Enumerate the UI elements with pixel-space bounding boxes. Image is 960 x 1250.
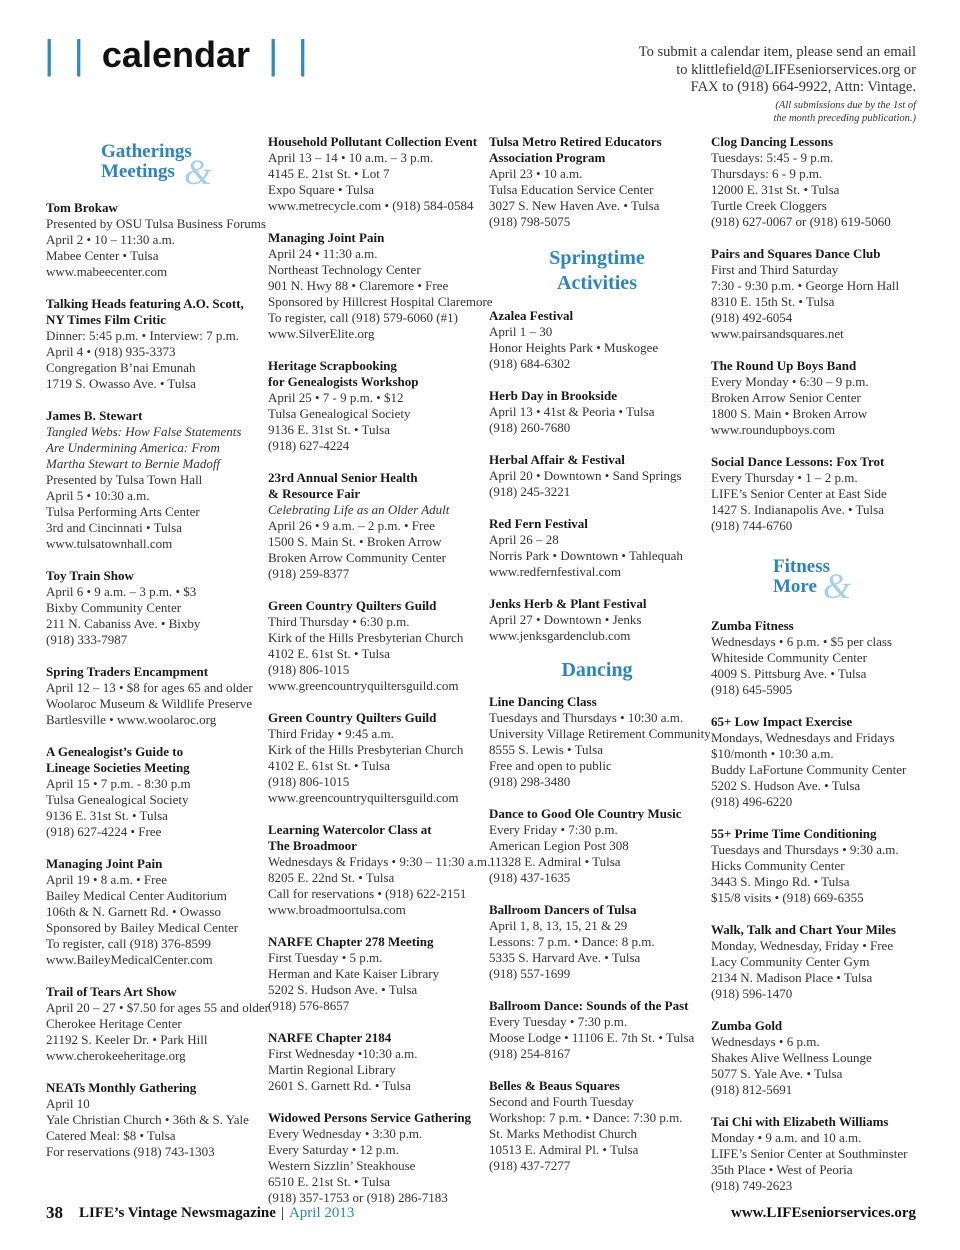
calendar-event xyxy=(46,856,262,968)
magazine-name: LIFE’s Vintage Newsmagazine xyxy=(79,1204,276,1221)
event-detail: April 4 • (918) 935-3373 xyxy=(46,344,176,359)
event-detail: 1427 S. Indianapolis Ave. • Tulsa xyxy=(711,502,884,517)
event-detail: Herman and Kate Kaiser Library xyxy=(268,966,440,981)
event-detail: For reservations (918) 743-1303 xyxy=(46,1144,215,1159)
calendar-event xyxy=(489,596,705,644)
event-title: Azalea Festival xyxy=(489,308,574,323)
event-detail: Third Thursday • 6:30 p.m. xyxy=(268,614,410,629)
event-detail: Wednesdays • 6 p.m. • $5 per class xyxy=(711,634,892,649)
event-detail: (918) 437-7277 xyxy=(489,1158,571,1173)
event-detail: April 23 • 10 a.m. xyxy=(489,166,583,181)
calendar-event xyxy=(489,694,711,790)
calendar-event xyxy=(711,618,927,698)
event-detail: www.BaileyMedicalCenter.com xyxy=(46,952,213,967)
event-detail: (918) 576-8657 xyxy=(268,998,350,1013)
calendar-event xyxy=(46,744,262,840)
event-detail: Every Tuesday • 7:30 p.m. xyxy=(489,1014,628,1029)
event-detail: Hicks Community Center xyxy=(711,858,845,873)
event-detail: Honor Heights Park • Muskogee xyxy=(489,340,659,355)
event-detail: Catered Meal: $8 • Tulsa xyxy=(46,1128,176,1143)
event-title: Ballroom Dance: Sounds of the Past xyxy=(489,998,689,1013)
event-title: Dance to Good Ole Country Music xyxy=(489,806,682,821)
event-detail: (918) 627-4224 • Free xyxy=(46,824,162,839)
event-detail: Bailey Medical Center Auditorium xyxy=(46,888,227,903)
event-list xyxy=(711,134,927,534)
event-detail: 1719 S. Owasso Ave. • Tulsa xyxy=(46,376,196,391)
calendar-event xyxy=(489,452,705,500)
event-detail: 5202 S. Hudson Ave. • Tulsa xyxy=(268,982,418,997)
event-detail: 21192 S. Keeler Dr. • Park Hill xyxy=(46,1032,208,1047)
event-detail: (918) 812-5691 xyxy=(711,1082,793,1097)
event-detail: (918) 749-2623 xyxy=(711,1178,793,1193)
event-detail: 6510 E. 21st St. • Tulsa xyxy=(268,1174,390,1189)
calendar-event xyxy=(489,308,705,372)
page-footer xyxy=(46,1200,916,1226)
event-title: Tom Brokaw xyxy=(46,200,118,215)
ampersand-ornament: & xyxy=(823,566,852,606)
event-detail: Congregation B’nai Emunah xyxy=(46,360,196,375)
calendar-event xyxy=(268,134,484,214)
event-title: Talking Heads featuring A.O. Scott, xyxy=(46,296,244,311)
event-detail: April 25 • 7 - 9 p.m. • $12 xyxy=(268,390,404,405)
calendar-event xyxy=(489,134,705,230)
event-title: Managing Joint Pain xyxy=(268,230,385,245)
event-detail: (918) 645-5905 xyxy=(711,682,793,697)
event-title: Association Program xyxy=(489,150,606,165)
event-title: Clog Dancing Lessons xyxy=(711,134,834,149)
event-detail: Sponsored by Hillcrest Hospital Claremore xyxy=(268,294,493,309)
event-detail: Northeast Technology Center xyxy=(268,262,421,277)
event-detail: www.greencountryquiltersguild.com xyxy=(268,790,459,805)
event-detail: Kirk of the Hills Presbyterian Church xyxy=(268,630,464,645)
deadline-note xyxy=(639,99,916,125)
event-title: NARFE Chapter 2184 xyxy=(268,1030,392,1045)
event-title: The Round Up Boys Band xyxy=(711,358,857,373)
event-title: Widowed Persons Service Gathering xyxy=(268,1110,472,1125)
event-detail: Lacy Community Center Gym xyxy=(711,954,870,969)
event-list xyxy=(268,134,493,1206)
event-title: Zumba Fitness xyxy=(711,618,794,633)
event-detail: Whiteside Community Center xyxy=(711,650,867,665)
event-detail: Monday, Wednesday, Friday • Free xyxy=(711,938,894,953)
event-detail: Bartlesville • www.woolaroc.org xyxy=(46,712,217,727)
event-detail: Every Wednesday • 3:30 p.m. xyxy=(268,1126,423,1141)
event-subtitle: Tangled Webs: How False Statements xyxy=(46,424,242,439)
event-list xyxy=(489,694,711,1174)
event-detail: (918) 298-3480 xyxy=(489,774,571,789)
event-detail: (918) 333-7987 xyxy=(46,632,128,647)
note-line: (All submissions due by the 1st of xyxy=(775,99,916,111)
event-detail: (918) 806-1015 xyxy=(268,662,350,677)
event-list xyxy=(46,200,269,1160)
submit-line: to klittlefield@LIFEseniorservices.org or xyxy=(676,61,916,78)
event-detail: (918) 596-1470 xyxy=(711,986,793,1001)
event-detail: April 26 • 9 a.m. – 2 p.m. • Free xyxy=(268,518,435,533)
event-detail: 1500 S. Main St. • Broken Arrow xyxy=(268,534,442,549)
calendar-event xyxy=(711,246,927,342)
event-detail: $10/month • 10:30 a.m. xyxy=(711,746,834,761)
event-detail: Yale Christian Church • 36th & S. Yale xyxy=(46,1112,249,1127)
calendar-event xyxy=(268,1110,484,1206)
event-detail: 5077 S. Yale Ave. • Tulsa xyxy=(711,1066,843,1081)
note-line: the month preceding publication.) xyxy=(773,112,916,124)
event-detail: April 10 xyxy=(46,1096,90,1111)
event-detail: Tulsa Performing Arts Center xyxy=(46,504,200,519)
event-subtitle: Martha Stewart to Bernie Madoff xyxy=(46,456,221,471)
event-title: Heritage Scrapbooking xyxy=(268,358,397,373)
right-bars: | | xyxy=(267,32,312,77)
event-detail: April 13 – 14 • 10 a.m. – 3 p.m. xyxy=(268,150,434,165)
event-title: Ballroom Dancers of Tulsa xyxy=(489,902,637,917)
calendar-event xyxy=(46,408,262,552)
event-detail: Broken Arrow Community Center xyxy=(268,550,447,565)
event-detail: (918) 260-7680 xyxy=(489,420,571,435)
calendar-event xyxy=(711,358,927,438)
event-detail: (918) 259-8377 xyxy=(268,566,350,581)
event-detail: First Tuesday • 5 p.m. xyxy=(268,950,383,965)
event-detail: April 19 • 8 a.m. • Free xyxy=(46,872,168,887)
event-title: Walk, Talk and Chart Your Miles xyxy=(711,922,896,937)
event-detail: 11328 E. Admiral • Tulsa xyxy=(489,854,621,869)
event-detail: 9136 E. 31st St. • Tulsa xyxy=(268,422,390,437)
event-detail: St. Marks Methodist Church xyxy=(489,1126,638,1141)
calendar-event xyxy=(489,902,705,982)
event-list xyxy=(489,134,705,230)
event-title: Tai Chi with Elizabeth Williams xyxy=(711,1114,889,1129)
event-detail: April 15 • 7 p.m. - 8:30 p.m xyxy=(46,776,191,791)
event-detail: Third Friday • 9:45 a.m. xyxy=(268,726,394,741)
event-detail: Kirk of the Hills Presbyterian Church xyxy=(268,742,464,757)
event-title: Green Country Quilters Guild xyxy=(268,598,437,613)
event-detail: Turtle Creek Cloggers xyxy=(711,198,827,213)
section-springtime-activities xyxy=(489,246,705,296)
event-title: Green Country Quilters Guild xyxy=(268,710,437,725)
event-detail: www.redfernfestival.com xyxy=(489,564,621,579)
event-detail: April 20 – 27 • $7.50 for ages 55 and older xyxy=(46,1000,269,1015)
event-detail: Mabee Center • Tulsa xyxy=(46,248,159,263)
event-detail: (918) 437-1635 xyxy=(489,870,571,885)
event-detail: (918) 627-0067 or (918) 619-5060 xyxy=(711,214,891,229)
event-title: Lineage Societies Meeting xyxy=(46,760,190,775)
calendar-event xyxy=(711,134,927,230)
event-detail: Martin Regional Library xyxy=(268,1062,396,1077)
event-detail: Tulsa Genealogical Society xyxy=(46,792,189,807)
event-detail: Every Monday • 6:30 – 9 p.m. xyxy=(711,374,869,389)
section-fitness-more xyxy=(711,550,927,608)
event-detail: Expo Square • Tulsa xyxy=(268,182,375,197)
event-detail: 10513 E. Admiral Pl. • Tulsa xyxy=(489,1142,639,1157)
section-title-line: Springtime xyxy=(549,247,645,269)
calendar-event xyxy=(489,806,705,886)
section-title-line: Meetings xyxy=(101,161,175,182)
event-detail: April 24 • 11:30 a.m. xyxy=(268,246,378,261)
ampersand-ornament: & xyxy=(184,152,213,192)
calendar-event xyxy=(489,998,705,1062)
event-detail: Bixby Community Center xyxy=(46,600,182,615)
event-detail: 9136 E. 31st St. • Tulsa xyxy=(46,808,168,823)
calendar-event xyxy=(268,598,484,694)
event-detail: (918) 357-1753 or (918) 286-7183 xyxy=(268,1190,448,1205)
event-detail: Every Saturday • 12 p.m. xyxy=(268,1142,399,1157)
event-detail: Cherokee Heritage Center xyxy=(46,1016,182,1031)
calendar-event xyxy=(268,230,493,342)
event-detail: Shakes Alive Wellness Lounge xyxy=(711,1050,872,1065)
footer-separator: | xyxy=(280,1204,284,1221)
event-detail: April 13 • 41st & Peoria • Tulsa xyxy=(489,404,655,419)
event-detail: Tulsa Genealogical Society xyxy=(268,406,411,421)
submission-info xyxy=(639,44,916,125)
event-detail: 4009 S. Pittsburg Ave. • Tulsa xyxy=(711,666,867,681)
event-detail: April 1 – 30 xyxy=(489,324,553,339)
page-title: calendar xyxy=(101,34,250,75)
calendar-event xyxy=(489,516,705,580)
event-detail: 4102 E. 61st St. • Tulsa xyxy=(268,758,390,773)
event-detail: www.tulsatownhall.com xyxy=(46,536,173,551)
event-title: Managing Joint Pain xyxy=(46,856,163,871)
event-title: Trail of Tears Art Show xyxy=(46,984,177,999)
calendar-event xyxy=(268,934,484,1014)
event-detail: 1800 S. Main • Broken Arrow xyxy=(711,406,868,421)
event-detail: www.greencountryquiltersguild.com xyxy=(268,678,459,693)
event-detail: Broken Arrow Senior Center xyxy=(711,390,861,405)
event-detail: 106th & N. Garnett Rd. • Owasso xyxy=(46,904,221,919)
event-title: Belles & Beaus Squares xyxy=(489,1078,620,1093)
event-detail: (918) 496-6220 xyxy=(711,794,793,809)
event-detail: LIFE’s Senior Center at East Side xyxy=(711,486,887,501)
event-detail: Tuesdays and Thursdays • 10:30 a.m. xyxy=(489,710,684,725)
event-detail: Buddy LaFortune Community Center xyxy=(711,762,907,777)
event-subtitle: Celebrating Life as an Older Adult xyxy=(268,502,450,517)
event-detail: Tuesdays: 5:45 - 9 p.m. xyxy=(711,150,834,165)
event-detail: 4145 E. 21st St. • Lot 7 xyxy=(268,166,390,181)
event-detail: To register, call (918) 376-8599 xyxy=(46,936,211,951)
event-title: James B. Stewart xyxy=(46,408,143,423)
section-title-line: Activities xyxy=(557,272,637,294)
event-detail: Second and Fourth Tuesday xyxy=(489,1094,634,1109)
website-link[interactable]: www.LIFEseniorservices.org xyxy=(731,1204,916,1221)
event-detail: (918) 684-6302 xyxy=(489,356,571,371)
event-detail: Norris Park • Downtown • Tahlequah xyxy=(489,548,683,563)
section-title-line: Fitness xyxy=(773,556,830,577)
event-title: Pairs and Squares Dance Club xyxy=(711,246,881,261)
page-number: 38 xyxy=(46,1203,63,1222)
section-title-line: More xyxy=(773,576,817,597)
event-detail: LIFE’s Senior Center at Southminster xyxy=(711,1146,908,1161)
event-detail: (918) 254-8167 xyxy=(489,1046,571,1061)
event-detail: (918) 744-6760 xyxy=(711,518,793,533)
event-detail: (918) 806-1015 xyxy=(268,774,350,789)
event-title: & Resource Fair xyxy=(268,486,361,501)
event-title: 55+ Prime Time Conditioning xyxy=(711,826,877,841)
event-detail: Every Thursday • 1 – 2 p.m. xyxy=(711,470,858,485)
event-detail: 7:30 - 9:30 p.m. • George Horn Hall xyxy=(711,278,900,293)
event-detail: www.cherokeeheritage.org xyxy=(46,1048,186,1063)
calendar-event xyxy=(46,200,266,280)
event-title: 23rd Annual Senior Health xyxy=(268,470,418,485)
event-title: Herb Day in Brookside xyxy=(489,388,617,403)
calendar-event xyxy=(268,710,484,806)
event-detail: 3rd and Cincinnati • Tulsa xyxy=(46,520,182,535)
calendar-event xyxy=(711,922,927,1002)
event-detail: (918) 798-5075 xyxy=(489,214,571,229)
event-detail: 5202 S. Hudson Ave. • Tulsa xyxy=(711,778,861,793)
calendar-event xyxy=(268,1030,484,1094)
calendar-event xyxy=(489,388,705,436)
event-detail: Presented by OSU Tulsa Business Forums xyxy=(46,216,266,231)
calendar-event xyxy=(268,822,491,918)
calendar-event xyxy=(711,714,927,810)
column-4 xyxy=(711,134,927,1210)
event-detail: 4102 E. 61st St. • Tulsa xyxy=(268,646,390,661)
event-detail: (918) 557-1699 xyxy=(489,966,571,981)
event-detail: Wednesdays • 6 p.m. xyxy=(711,1034,820,1049)
event-detail: $15/8 visits • (918) 669-6355 xyxy=(711,890,864,905)
calendar-event xyxy=(46,984,269,1064)
event-subtitle: Are Undermining America: From xyxy=(46,440,220,455)
event-detail: 8555 S. Lewis • Tulsa xyxy=(489,742,603,757)
event-detail: April 27 • Downtown • Jenks xyxy=(489,612,642,627)
calendar-event xyxy=(46,664,262,728)
event-detail: April 26 – 28 xyxy=(489,532,559,547)
submit-line: FAX to (918) 664-9922, Attn: Vintage. xyxy=(690,79,916,95)
event-detail: 901 N. Hwy 88 • Claremore • Free xyxy=(268,278,449,293)
event-detail: 5335 S. Harvard Ave. • Tulsa xyxy=(489,950,641,965)
event-detail: Free and open to public xyxy=(489,758,612,773)
event-title: Tulsa Metro Retired Educators xyxy=(489,134,662,149)
event-detail: Woolaroc Museum & Wildlife Preserve xyxy=(46,696,253,711)
event-list xyxy=(711,618,927,1194)
calendar-event xyxy=(46,568,262,648)
calendar-event xyxy=(711,454,927,534)
event-title: Zumba Gold xyxy=(711,1018,783,1033)
section-title-line: Gatherings xyxy=(101,141,192,162)
event-title: The Broadmoor xyxy=(268,838,357,853)
event-detail: Moose Lodge • 11106 E. 7th St. • Tulsa xyxy=(489,1030,695,1045)
event-detail: Workshop: 7 p.m. • Dance: 7:30 p.m. xyxy=(489,1110,683,1125)
event-detail: Call for reservations • (918) 622-2151 xyxy=(268,886,467,901)
calendar-event xyxy=(268,470,484,582)
event-detail: Thursdays: 6 - 9 p.m. xyxy=(711,166,823,181)
event-detail: American Legion Post 308 xyxy=(489,838,629,853)
event-detail: 8205 E. 22nd St. • Tulsa xyxy=(268,870,395,885)
event-title: for Genealogists Workshop xyxy=(268,374,419,389)
submit-line: To submit a calendar item, please send an email xyxy=(638,44,916,60)
event-title: 65+ Low Impact Exercise xyxy=(711,714,853,729)
event-detail: 211 N. Cabaniss Ave. • Bixby xyxy=(46,616,201,631)
event-detail: www.jenksgardenclub.com xyxy=(489,628,631,643)
calendar-event xyxy=(711,1018,927,1098)
event-detail: 12000 E. 31st St. • Tulsa xyxy=(711,182,840,197)
event-detail: (918) 245-3221 xyxy=(489,484,571,499)
event-detail: Tulsa Education Service Center xyxy=(489,182,654,197)
event-detail: Wednesdays & Fridays • 9:30 – 11:30 a.m. xyxy=(268,854,491,869)
event-detail: To register, call (918) 579-6060 (#1) xyxy=(268,310,458,325)
event-detail: www.metrecycle.com • (918) 584-0584 xyxy=(268,198,474,213)
event-detail: April 1, 8, 13, 15, 21 & 29 xyxy=(489,918,628,933)
event-title: NY Times Film Critic xyxy=(46,312,166,327)
section-dancing: Dancing xyxy=(561,659,633,681)
column-3 xyxy=(489,134,711,1190)
event-title: Learning Watercolor Class at xyxy=(268,822,432,837)
event-detail: (918) 627-4224 xyxy=(268,438,350,453)
event-detail: 35th Place • West of Peoria xyxy=(711,1162,853,1177)
event-detail: www.roundupboys.com xyxy=(711,422,836,437)
calendar-event xyxy=(489,1078,705,1174)
event-list xyxy=(489,308,705,644)
event-detail: Tuesdays and Thursdays • 9:30 a.m. xyxy=(711,842,899,857)
event-detail: First and Third Saturday xyxy=(711,262,839,277)
event-detail: April 20 • Downtown • Sand Springs xyxy=(489,468,682,483)
event-title: Spring Traders Encampment xyxy=(46,664,209,679)
event-title: Line Dancing Class xyxy=(489,694,597,709)
event-detail: University Village Retirement Community xyxy=(489,726,711,741)
event-detail: 3443 S. Mingo Rd. • Tulsa xyxy=(711,874,850,889)
event-detail: April 2 • 10 – 11:30 a.m. xyxy=(46,232,176,247)
column-2 xyxy=(268,134,493,1222)
calendar-event xyxy=(46,1080,262,1160)
section-gatherings-meetings xyxy=(46,134,262,190)
event-detail: 2134 N. Madison Place • Tulsa xyxy=(711,970,873,985)
event-detail: Sponsored by Bailey Medical Center xyxy=(46,920,239,935)
event-title: Household Pollutant Collection Event xyxy=(268,134,478,149)
event-detail: Lessons: 7 p.m. • Dance: 8 p.m. xyxy=(489,934,655,949)
event-detail: www.SilverElite.org xyxy=(268,326,375,341)
left-bars: | | xyxy=(44,32,88,77)
event-detail: Mondays, Wednesdays and Fridays xyxy=(711,730,895,745)
masthead xyxy=(44,30,312,80)
calendar-event xyxy=(711,1114,927,1194)
event-detail: 2601 S. Garnett Rd. • Tulsa xyxy=(268,1078,411,1093)
event-title: NARFE Chapter 278 Meeting xyxy=(268,934,434,949)
event-detail: Western Sizzlin’ Steakhouse xyxy=(268,1158,416,1173)
event-title: Jenks Herb & Plant Festival xyxy=(489,596,647,611)
event-detail: April 6 • 9 a.m. – 3 p.m. • $3 xyxy=(46,584,197,599)
event-detail: Dinner: 5:45 p.m. • Interview: 7 p.m. xyxy=(46,328,240,343)
event-detail: Presented by Tulsa Town Hall xyxy=(46,472,203,487)
calendar-event xyxy=(268,358,484,454)
event-title: Red Fern Festival xyxy=(489,516,588,531)
event-detail: First Wednesday •10:30 a.m. xyxy=(268,1046,418,1061)
event-detail: 3027 S. New Haven Ave. • Tulsa xyxy=(489,198,660,213)
column-1 xyxy=(46,134,269,1176)
event-detail: 8310 E. 15th St. • Tulsa xyxy=(711,294,835,309)
event-title: Toy Train Show xyxy=(46,568,134,583)
event-detail: April 5 • 10:30 a.m. xyxy=(46,488,150,503)
calendar-event xyxy=(711,826,927,906)
event-detail: April 12 – 13 • $8 for ages 65 and older xyxy=(46,680,253,695)
event-detail: www.mabeecenter.com xyxy=(46,264,168,279)
event-detail: (918) 492-6054 xyxy=(711,310,793,325)
event-title: Herbal Affair & Festival xyxy=(489,452,625,467)
event-detail: Every Friday • 7:30 p.m. xyxy=(489,822,618,837)
issue-date: April 2013 xyxy=(288,1204,355,1221)
event-title: A Genealogist’s Guide to xyxy=(46,744,184,759)
event-title: NEATs Monthly Gathering xyxy=(46,1080,197,1095)
calendar-event xyxy=(46,296,262,392)
event-detail: Monday • 9 a.m. and 10 a.m. xyxy=(711,1130,862,1145)
event-detail: www.pairsandsquares.net xyxy=(711,326,844,341)
event-detail: www.broadmoortulsa.com xyxy=(268,902,406,917)
event-title: Social Dance Lessons: Fox Trot xyxy=(711,454,885,469)
